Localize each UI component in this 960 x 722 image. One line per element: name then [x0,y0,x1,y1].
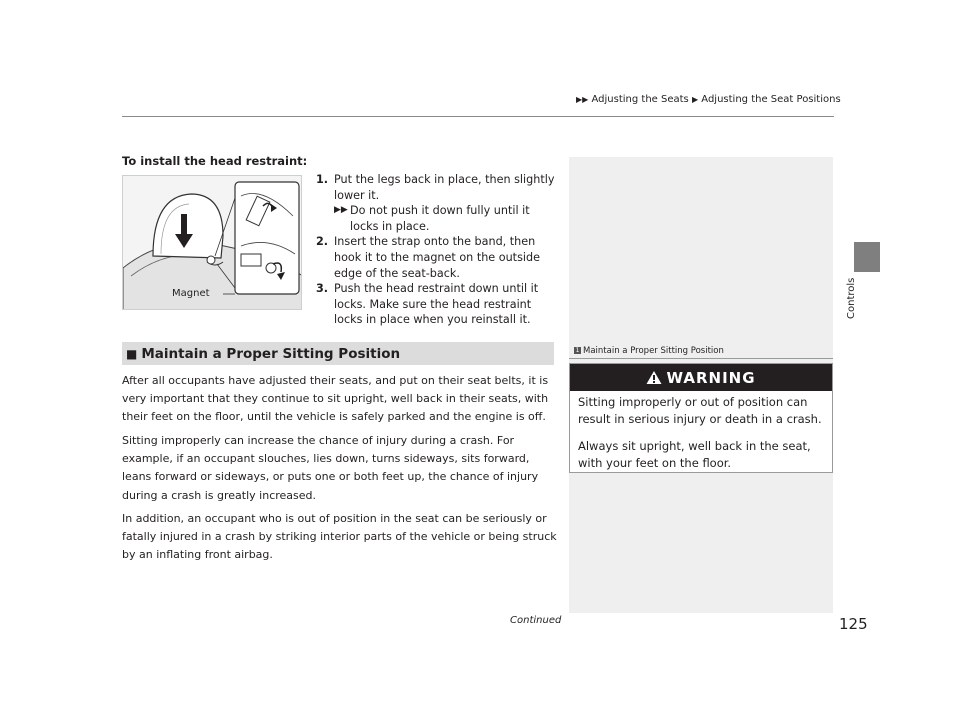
step-1 [316,172,558,234]
step-text: Put the legs back in place, then slightly lower it. [334,173,555,202]
arrow-icon: ▶ [691,95,699,104]
install-title: To install the head restraint: [122,154,308,168]
double-arrow-icon: ▶▶ [576,95,589,104]
page-number: 125 [839,615,868,633]
breadcrumb-item-seats[interactable]: Adjusting the Seats [591,94,689,105]
step-1-note [334,203,558,234]
warning-header [570,364,832,391]
step-2 [316,234,558,281]
warning-text [570,391,832,472]
magnet-label: Magnet [172,288,210,299]
note-title[interactable] [574,346,724,356]
step-3 [316,281,558,328]
head-restraint-illustration [122,175,302,310]
warning-box [569,363,833,473]
step-number: 2. [316,235,329,249]
warning-triangle-icon [646,370,662,385]
warning-label: WARNING [666,368,756,387]
body-paragraph-2: Sitting improperly can increase the chance of injury during a crash. For example, if an occupant slouches, lies down, turns sideways, sits forward, leans forward or sideways, or puts one or both feet up, the chance of injury during a crash is greatly increased. [122,434,539,502]
chapter-tab-label[interactable]: Controls [846,278,857,320]
section-title: Maintain a Proper Sitting Position [141,345,401,362]
step-text: Push the head restraint down until it locks. Make sure the head restraint locks in place when you reinstall it. [334,282,539,327]
install-steps [316,172,558,328]
breadcrumb [576,94,841,105]
note-title-text: Maintain a Proper Sitting Position [583,346,724,356]
step-number: 1. [316,173,329,186]
note-ref-icon: 1 [575,347,580,354]
warning-paragraph-2: Always sit upright, well back in the seat, with your feet on the floor. [578,439,811,470]
continued-label: Continued [510,615,562,626]
warning-paragraph-1: Sitting improperly or out of position can result in serious injury or death in a crash. [578,395,822,426]
arrow-icon: ▶▶ [334,205,348,216]
step-number: 3. [316,282,329,296]
header-rule [122,116,834,117]
step-note-text: Do not push it down fully until it locks in place. [350,204,530,233]
section-heading [122,342,554,365]
body-paragraph-1: After all occupants have adjusted their seats, and put on their seat belts, it is very important that they continue to sit upright, well back in their seats, with their feet on the floor, until the vehicle is safely parked and the engine is off. [122,374,549,424]
square-bullet-icon: ■ [126,346,138,361]
chapter-tab-marker[interactable] [854,242,880,272]
step-text: Insert the strap onto the band, then hook it to the magnet on the outside edge of the seat-back. [334,235,540,280]
note-rule [569,358,833,359]
breadcrumb-item-seat-positions[interactable]: Adjusting the Seat Positions [701,94,841,105]
head-restraint-drawing [123,176,302,310]
body-paragraph-3: In addition, an occupant who is out of position in the seat can be seriously or fatally injured in a crash by striking interior parts of the vehicle or being struck by an inflating front airbag. [122,512,557,562]
